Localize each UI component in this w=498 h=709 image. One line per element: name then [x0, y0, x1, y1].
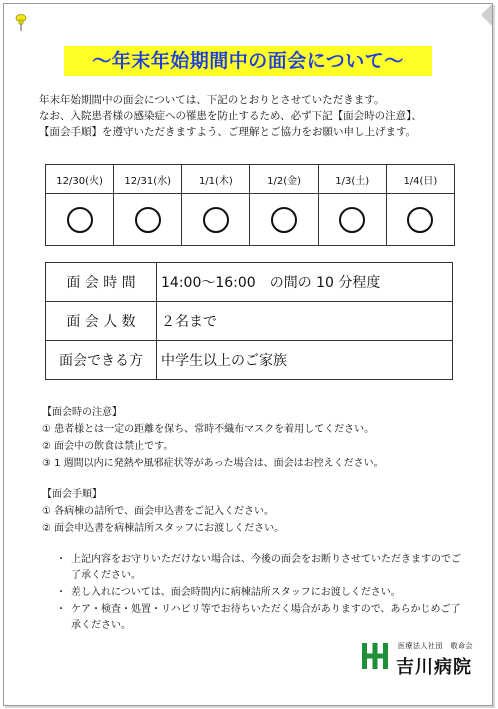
section-heading: 【面会時の注意】 — [42, 407, 122, 418]
logo-org-name: 医療法人社団 敬命会 — [398, 642, 473, 650]
info-value: 14:00〜16:00 の間の 10 分程度 — [157, 263, 453, 302]
pushpin-icon — [14, 14, 28, 32]
available-circle-icon — [67, 207, 93, 233]
list-item — [56, 602, 466, 634]
schedule-mark-cell — [182, 194, 250, 246]
info-label: 面 会 時 間 — [46, 263, 157, 302]
page-title: 〜年末年始期間中の面会について〜 — [64, 46, 432, 76]
list-item — [56, 552, 466, 584]
table-row — [46, 302, 453, 341]
page-fold-cover — [470, 4, 492, 26]
note-text: 上記内容をお守りいただけない場合は、今後の面会をお断りさせていただきますのでご了承ください。 — [71, 554, 461, 581]
hospital-mark-icon — [360, 641, 390, 671]
info-value: ２名まで — [157, 302, 453, 341]
intro-line: なお、入院患者様の感染症への罹患を防止するため、必ず下記【面会時の注意】、 — [39, 110, 422, 122]
bullet: ・ — [56, 554, 66, 565]
list-item: ③ 1 週間以内に発熱や風邪症状等があった場合は、面会はお控えください。 — [42, 458, 384, 469]
schedule-mark-row — [46, 194, 455, 246]
list-item: ② 面会中の飲食は禁止です。 — [42, 441, 174, 452]
info-value: 中学生以上のご家族 — [157, 341, 453, 380]
section-heading: 【面会手順】 — [42, 489, 102, 500]
intro-line: 【面会手順】を遵守いただきますよう、ご理解とご協力をお願い申し上げます。 — [39, 126, 417, 138]
available-circle-icon — [271, 207, 297, 233]
available-circle-icon — [339, 207, 365, 233]
notes-list — [56, 552, 466, 635]
schedule-date: 1/1(木) — [182, 165, 250, 194]
schedule-date-row — [46, 165, 455, 194]
list-item: ① 各病棟の詰所で、面会申込書をご記入ください。 — [42, 506, 274, 517]
schedule-mark-cell — [386, 194, 454, 246]
intro-line: 年末年始期間中の面会については、下記のとおりとさせていただきます。 — [39, 94, 385, 106]
cautions-section — [42, 404, 384, 472]
visit-info-table — [45, 262, 453, 380]
schedule-date: 12/31(水) — [114, 165, 182, 194]
table-row — [46, 341, 453, 380]
schedule-mark-cell — [250, 194, 318, 246]
schedule-mark-cell — [318, 194, 386, 246]
available-circle-icon — [203, 207, 229, 233]
procedure-section — [42, 486, 284, 537]
note-text: ケア・検査・処置・リハビリ等でお待ちいただく場合がありますので、あらかじめご了承ください。 — [71, 604, 461, 631]
info-label: 面 会 人 数 — [46, 302, 157, 341]
note-text: 差し入れについては、面会時間内に病棟詰所スタッフにお渡しください。 — [71, 587, 401, 598]
list-item — [56, 585, 466, 601]
available-circle-icon — [135, 207, 161, 233]
list-item: ② 面会申込書を病棟詰所スタッフにお渡しください。 — [42, 523, 285, 534]
list-item: ① 患者様とは一定の距離を保ち、常時不織布マスクを着用してください。 — [42, 424, 375, 435]
bullet: ・ — [56, 587, 66, 598]
schedule-date: 1/3(土) — [318, 165, 386, 194]
schedule-date: 12/30(火) — [46, 165, 114, 194]
intro-text — [39, 92, 479, 140]
schedule-date: 1/4(日) — [386, 165, 454, 194]
hospital-logo — [360, 639, 476, 681]
table-row — [46, 263, 453, 302]
info-label: 面会できる方 — [46, 341, 157, 380]
bullet: ・ — [56, 604, 66, 615]
document-page — [3, 3, 493, 706]
schedule-table — [45, 164, 455, 246]
available-circle-icon — [407, 207, 433, 233]
schedule-date: 1/2(金) — [250, 165, 318, 194]
schedule-mark-cell — [46, 194, 114, 246]
logo-hospital-name: 吉川病院 — [396, 657, 472, 678]
schedule-mark-cell — [114, 194, 182, 246]
